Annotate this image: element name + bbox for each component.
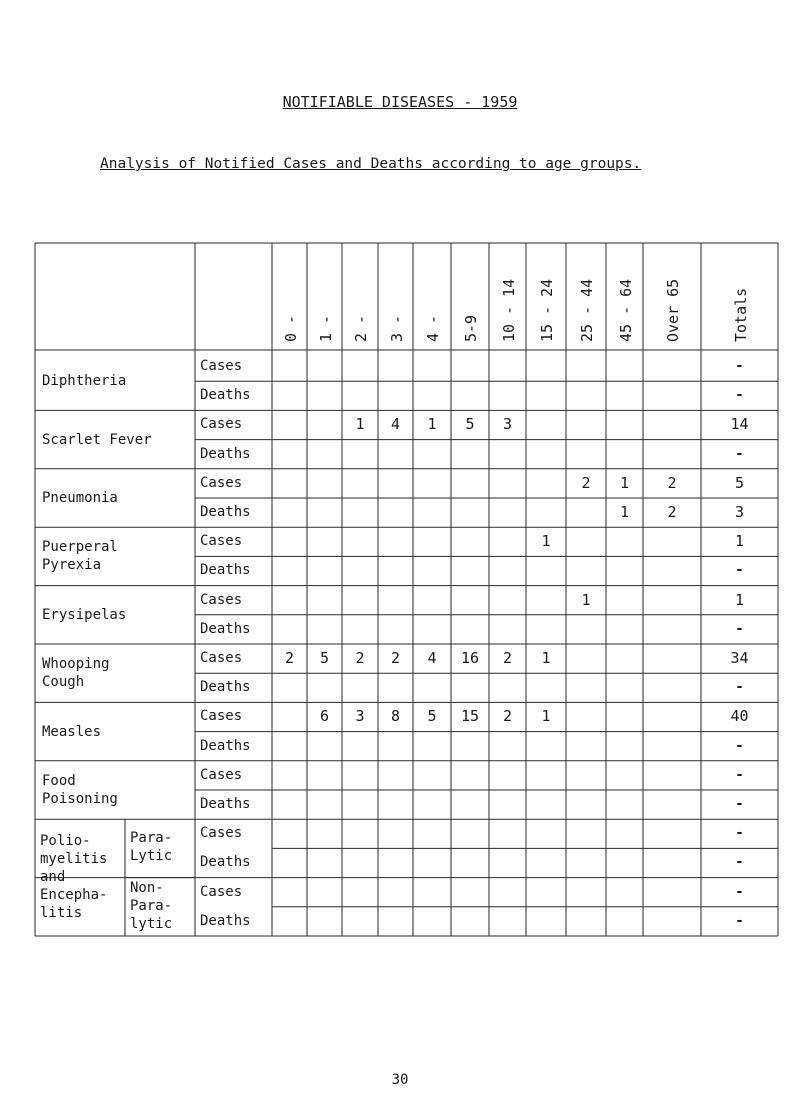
dash-value: - bbox=[735, 737, 744, 754]
polio-name: and bbox=[40, 868, 66, 885]
count-value: 1 bbox=[541, 707, 551, 726]
row-label-deaths: Deaths bbox=[200, 912, 251, 929]
dash-value: - bbox=[735, 854, 744, 871]
count-value: 2 bbox=[284, 649, 295, 667]
disease-name: Cough bbox=[42, 674, 85, 691]
age-column-header: 3 - bbox=[387, 314, 406, 342]
row-label-deaths: Deaths bbox=[200, 737, 251, 754]
count-value: 2 bbox=[390, 649, 401, 667]
count-value: 6 bbox=[319, 707, 330, 726]
polio-name: Polio- bbox=[40, 832, 91, 849]
count-value: 1 bbox=[541, 649, 551, 667]
row-label-cases: Cases bbox=[200, 416, 243, 433]
dash-value: - bbox=[735, 445, 744, 462]
age-column-header: Totals bbox=[731, 287, 750, 342]
count-value: 1 bbox=[619, 503, 630, 521]
disease-name: Diphtheria bbox=[42, 373, 127, 390]
polio-subgroup-name: Para- bbox=[130, 897, 173, 914]
row-label-cases: Cases bbox=[200, 883, 243, 900]
disease-name: Food bbox=[42, 773, 76, 789]
polio-name: Encepha- bbox=[40, 886, 108, 903]
count-value: 5 bbox=[319, 649, 330, 667]
row-label-cases: Cases bbox=[200, 591, 243, 608]
age-column-header: 10 - 14 bbox=[499, 278, 518, 342]
disease-name: Whooping bbox=[42, 656, 110, 673]
age-column-header: 1 - bbox=[316, 314, 335, 342]
count-value: 2 bbox=[667, 473, 677, 492]
row-label-deaths: Deaths bbox=[200, 796, 251, 812]
row-label-cases: Cases bbox=[200, 358, 243, 374]
count-value: 4 bbox=[427, 649, 437, 667]
count-value: 5 bbox=[427, 707, 437, 726]
count-value: 16 bbox=[460, 649, 480, 667]
dash-value: - bbox=[735, 358, 744, 374]
polio-subgroup-name: Non- bbox=[130, 879, 164, 896]
row-label-deaths: Deaths bbox=[200, 562, 251, 579]
count-value: 1 bbox=[619, 473, 630, 492]
count-value: 1 bbox=[734, 590, 745, 609]
disease-name: Measles bbox=[42, 723, 102, 740]
polio-name: litis bbox=[40, 904, 83, 921]
dash-value: - bbox=[735, 766, 744, 783]
polio-name: myelitis bbox=[40, 850, 108, 867]
dash-value: - bbox=[735, 679, 744, 696]
count-value: 8 bbox=[390, 707, 401, 726]
disease-name: Pyrexia bbox=[42, 557, 102, 574]
dash-value: - bbox=[735, 912, 744, 929]
age-column-header: 0 - bbox=[281, 314, 300, 342]
row-label-cases: Cases bbox=[200, 533, 243, 550]
row-label-deaths: Deaths bbox=[200, 679, 251, 696]
count-value: 1 bbox=[355, 415, 365, 434]
age-column-header: 25 - 44 bbox=[578, 278, 596, 342]
count-value: 14 bbox=[730, 415, 749, 434]
count-value: 15 bbox=[460, 707, 480, 726]
row-label-deaths: Deaths bbox=[200, 445, 251, 462]
count-value: 3 bbox=[355, 707, 365, 726]
age-column-header: Over 65 bbox=[664, 278, 682, 342]
count-value: 5 bbox=[465, 415, 475, 434]
polio-subgroup-name: lytic bbox=[130, 915, 173, 932]
row-label-cases: Cases bbox=[200, 766, 243, 783]
row-label-deaths: Deaths bbox=[200, 504, 251, 520]
count-value: 34 bbox=[730, 649, 749, 667]
row-label-cases: Cases bbox=[200, 825, 243, 842]
row-label-deaths: Deaths bbox=[200, 620, 251, 637]
count-value: 4 bbox=[390, 415, 401, 434]
disease-name: Scarlet Fever bbox=[42, 431, 152, 448]
polio-subgroup-name: Lytic bbox=[130, 848, 173, 865]
disease-name: Erysipelas bbox=[42, 606, 127, 623]
disease-name: Pneumonia bbox=[42, 490, 118, 506]
document-title: NOTIFIABLE DISEASES - 1959 bbox=[282, 93, 518, 111]
dash-value: - bbox=[735, 796, 744, 812]
count-value: 3 bbox=[502, 415, 513, 434]
age-column-header: 5-9 bbox=[462, 314, 480, 342]
dash-value: - bbox=[735, 883, 744, 900]
row-label-deaths: Deaths bbox=[200, 854, 251, 871]
count-value: 3 bbox=[734, 503, 745, 521]
dash-value: - bbox=[735, 825, 744, 842]
age-column-header: 45 - 64 bbox=[616, 278, 635, 342]
disease-name: Puerperal bbox=[42, 539, 118, 556]
page-number: 30 bbox=[391, 1072, 409, 1088]
count-value: 1 bbox=[581, 590, 591, 609]
count-value: 2 bbox=[581, 473, 591, 492]
count-value: 2 bbox=[667, 503, 677, 521]
age-column-header: 2 - bbox=[352, 314, 370, 342]
document-subtitle: Analysis of Notified Cases and Deaths according to age groups. bbox=[100, 156, 642, 172]
age-column-header: 15 - 24 bbox=[538, 278, 556, 342]
row-label-cases: Cases bbox=[200, 708, 243, 725]
count-value: 2 bbox=[502, 649, 513, 667]
count-value: 2 bbox=[502, 707, 513, 726]
disease-name: Poisoning bbox=[42, 791, 118, 807]
age-column-header: 4 - bbox=[424, 314, 442, 342]
polio-subgroup-name: Para- bbox=[130, 830, 173, 847]
count-value: 1 bbox=[427, 415, 437, 434]
row-label-cases: Cases bbox=[200, 650, 243, 666]
dash-value: - bbox=[735, 562, 744, 579]
count-value: 1 bbox=[541, 532, 551, 551]
row-label-deaths: Deaths bbox=[200, 387, 251, 404]
row-label-cases: Cases bbox=[200, 474, 243, 491]
dash-value: - bbox=[735, 620, 744, 637]
count-value: 5 bbox=[734, 473, 745, 492]
count-value: 40 bbox=[730, 707, 749, 726]
count-value: 2 bbox=[355, 649, 365, 667]
count-value: 1 bbox=[734, 532, 745, 551]
dash-value: - bbox=[735, 387, 744, 404]
